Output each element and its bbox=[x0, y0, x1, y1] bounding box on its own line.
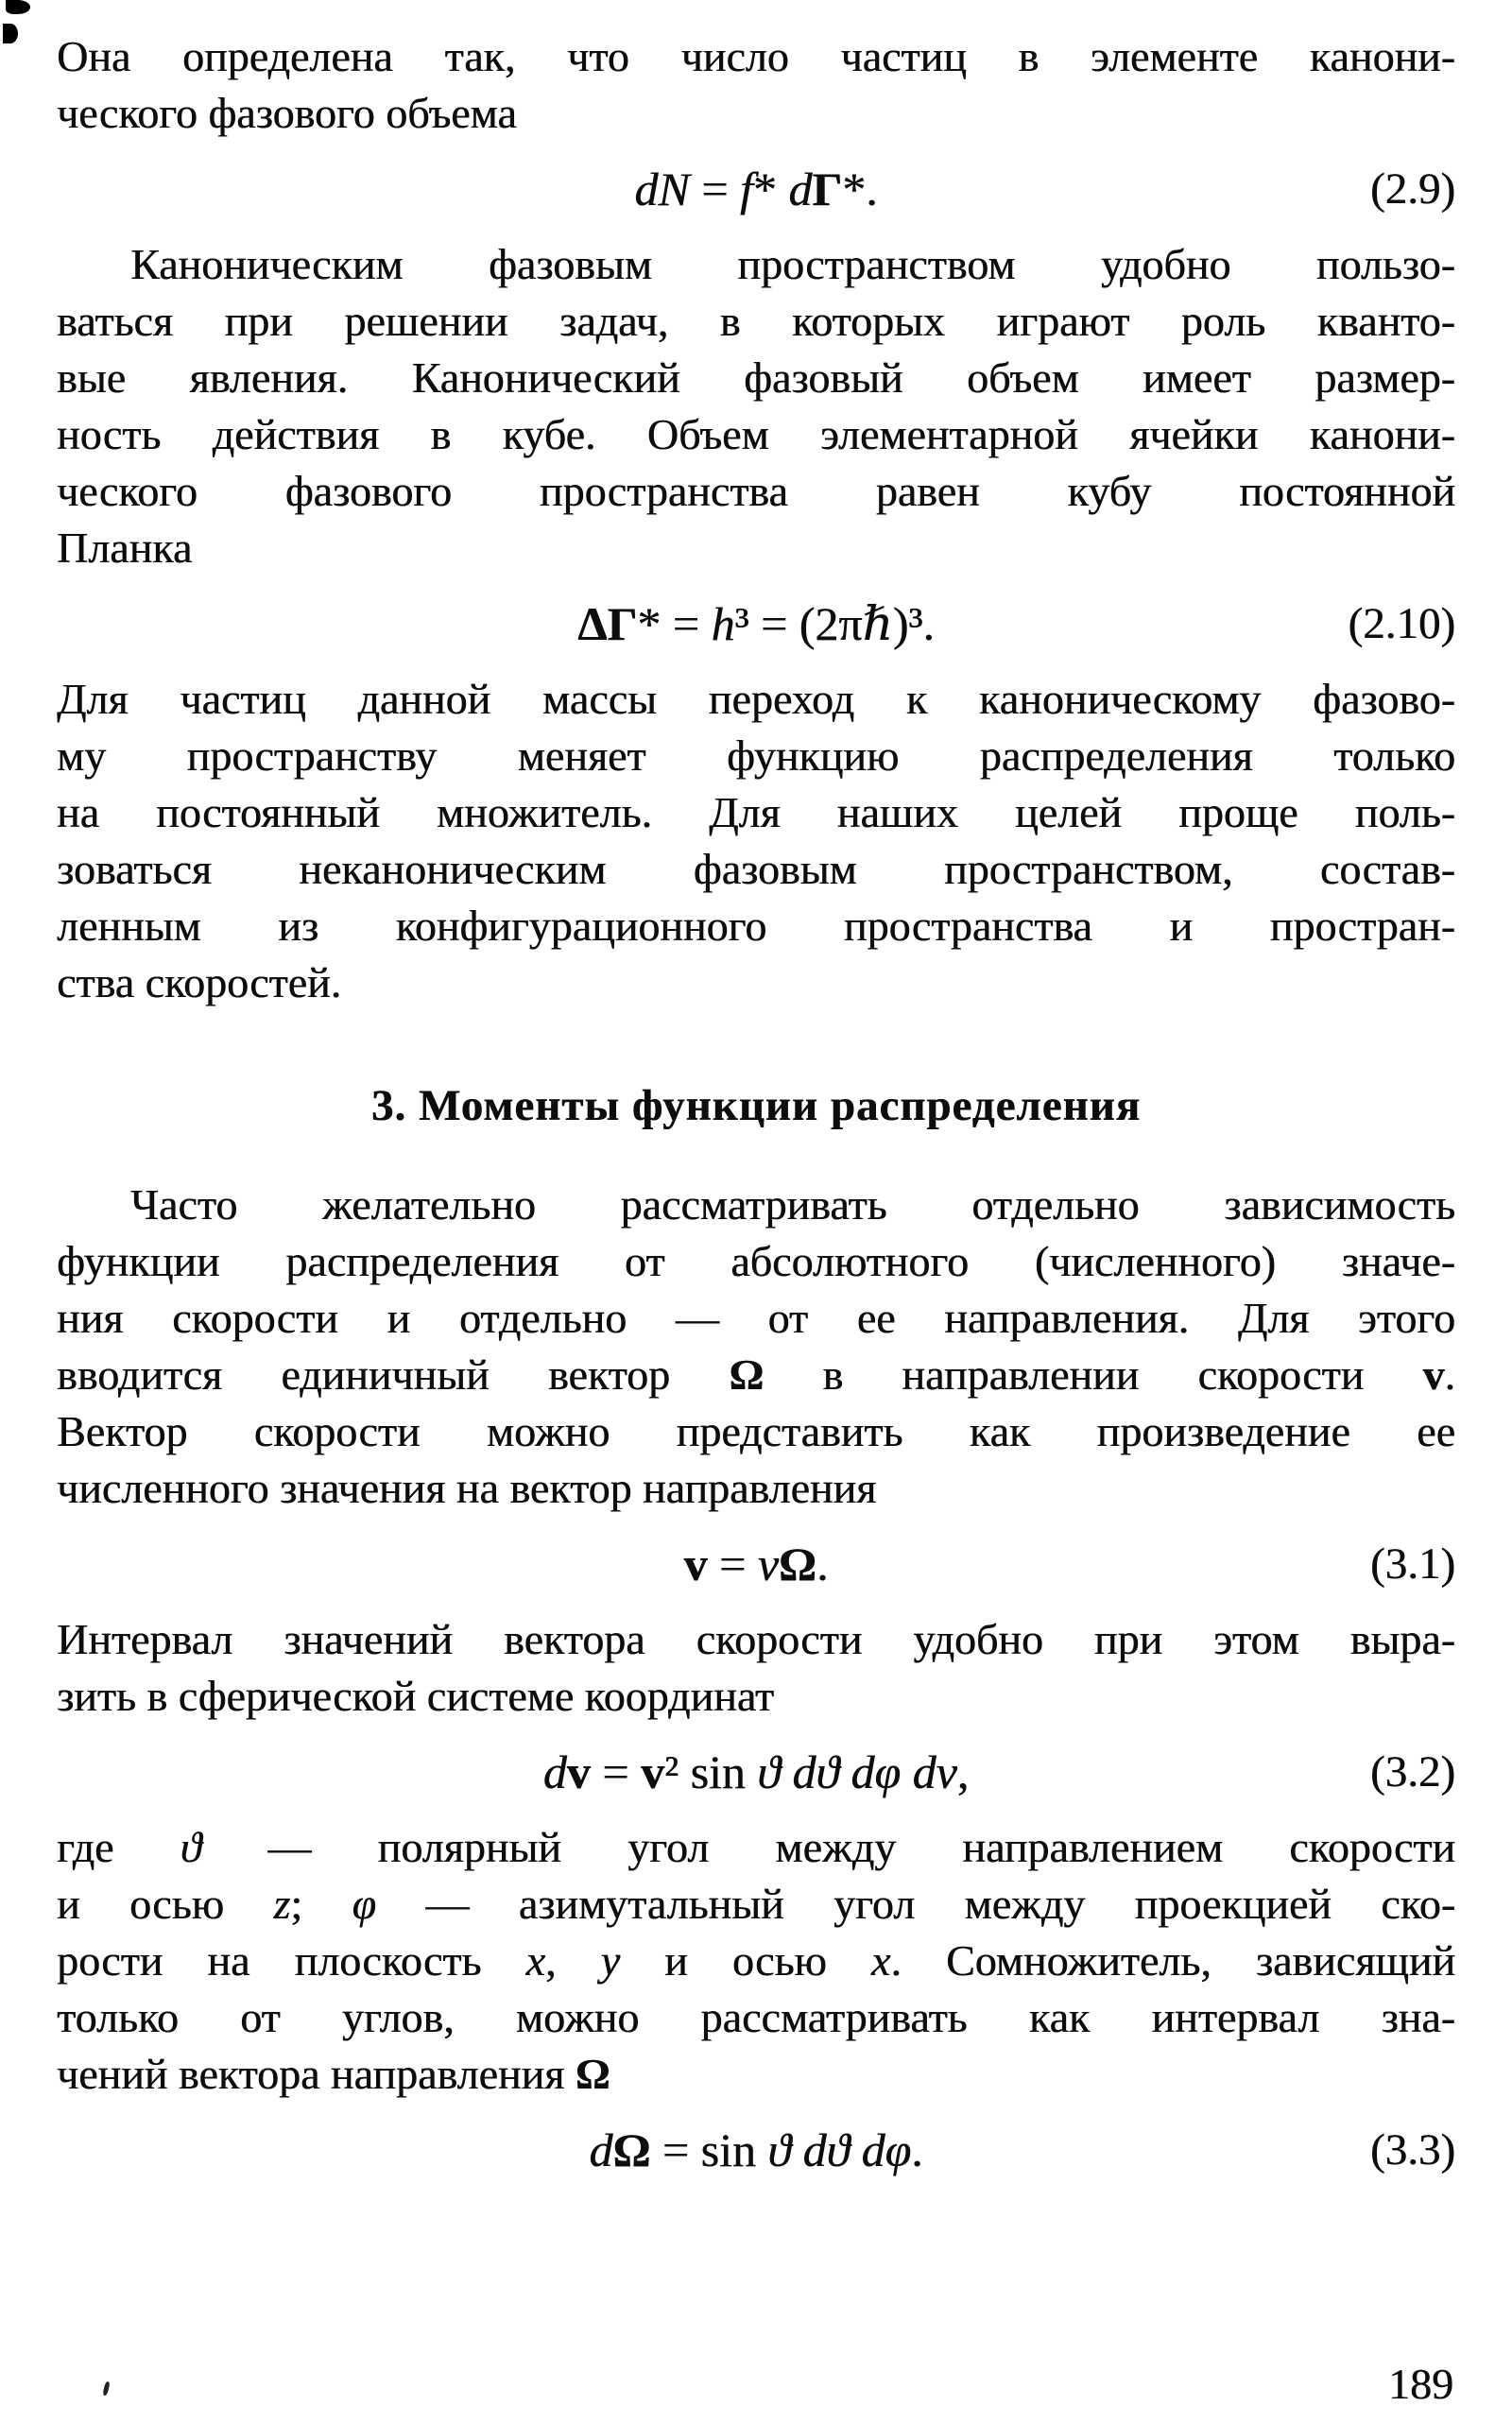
text-line: Каноническим фазовым пространством удобно пользо- bbox=[130, 240, 1455, 288]
equation-segment: . bbox=[911, 2123, 923, 2176]
equation-body bbox=[634, 162, 877, 216]
section-heading: 3. Моменты функции распределения bbox=[370, 1081, 1142, 1130]
text-line: вые явления. Канонический фазовый объем имеет размер- bbox=[57, 353, 1455, 402]
equation bbox=[57, 576, 1455, 671]
equation-segment: v bbox=[683, 1538, 708, 1590]
equation-segment: v bbox=[566, 1745, 591, 1798]
equation bbox=[57, 142, 1455, 236]
text-line: Интервал значений вектора скорости удобно при этом выра- bbox=[57, 1615, 1455, 1663]
text-line: зоваться неканоническим фазовым пространством, состав- bbox=[57, 845, 1455, 893]
equation-number: (3.3) bbox=[1369, 2125, 1455, 2175]
paragraph bbox=[57, 236, 1455, 576]
equation-segment: dϑ dφ dv bbox=[792, 1745, 957, 1798]
equation-segment: f bbox=[739, 163, 753, 215]
equation-segment: Ω bbox=[612, 2123, 651, 2176]
text-line: функции распределения от абсолютного (численного) значе- bbox=[57, 1237, 1455, 1285]
equation-segment: ΔΓ bbox=[577, 597, 638, 650]
text-line: ленным из конфигурационного пространства и простран- bbox=[57, 902, 1455, 950]
paragraph bbox=[57, 1611, 1455, 1725]
paragraph bbox=[57, 1177, 1455, 1517]
equation-segment: d bbox=[788, 163, 813, 215]
text-line: ческого фазового пространства равен кубу постоянной bbox=[57, 467, 1455, 515]
equation-segment: dN bbox=[634, 163, 690, 215]
equation-body bbox=[543, 1745, 969, 1799]
equation-number: (3.1) bbox=[1369, 1539, 1455, 1589]
equation-segment: ϑ bbox=[757, 1745, 793, 1798]
text-line: ность действия в кубе. Объем элементарной ячейки канони- bbox=[57, 410, 1455, 458]
scan-artifact bbox=[3, 24, 18, 43]
equation-segment: ℏ bbox=[862, 597, 893, 650]
equation-segment: d bbox=[542, 1745, 567, 1798]
text-line: вводится единичный вектор Ω в направлении скорости v. bbox=[57, 1350, 1455, 1399]
paragraph bbox=[57, 28, 1455, 142]
text-line: Планка bbox=[57, 524, 193, 572]
text-line: на постоянный множитель. Для наших целей проще поль- bbox=[57, 788, 1455, 836]
equation-segment: h bbox=[711, 597, 735, 650]
text-line: ства скоростей. bbox=[57, 958, 342, 1006]
text-line: зить в сферической системе координат bbox=[57, 1672, 775, 1720]
equation bbox=[57, 2103, 1455, 2197]
equation-segment: v bbox=[640, 1745, 664, 1798]
text-flow bbox=[57, 28, 1455, 2197]
equation-segment: ³ = (2π bbox=[734, 597, 863, 650]
paragraph bbox=[57, 1819, 1455, 2103]
text-line: му пространству меняет функцию распределения только bbox=[57, 731, 1455, 780]
text-line: ваться при решении задач, в которых играют роль кванто- bbox=[57, 297, 1455, 345]
equation bbox=[57, 1517, 1455, 1611]
equation-segment: *. bbox=[842, 163, 878, 215]
text-line: только от углов, можно рассматривать как интервал зна- bbox=[57, 1993, 1455, 2041]
equation-segment: Ω bbox=[778, 1538, 816, 1590]
text-line: где ϑ — полярный угол между направлением скорости bbox=[57, 1823, 1455, 1871]
text-line: ческого фазового объема bbox=[57, 89, 517, 137]
equation-segment: = bbox=[707, 1538, 758, 1590]
text-line: Часто желательно рассматривать отдельно зависимость bbox=[130, 1180, 1455, 1229]
equation-number: (3.2) bbox=[1369, 1747, 1455, 1797]
equation-segment: = bbox=[689, 163, 740, 215]
equation-segment: , bbox=[956, 1745, 970, 1798]
equation-segment: * = bbox=[637, 597, 712, 650]
scan-artifact bbox=[102, 2381, 110, 2397]
equation-body bbox=[589, 2123, 922, 2177]
equation-number: (2.10) bbox=[1348, 599, 1455, 648]
equation-segment: )³. bbox=[892, 597, 935, 650]
equation-segment: dϑ dφ bbox=[802, 2123, 912, 2176]
text-line: Для частиц данной массы переход к каноническому фазово- bbox=[57, 675, 1455, 723]
text-line: чений вектора направления Ω bbox=[57, 2050, 610, 2098]
equation-segment: ² sin bbox=[663, 1745, 758, 1798]
equation-body bbox=[684, 1537, 829, 1591]
text-line: Она определена так, что число частиц в элементе канони- bbox=[57, 32, 1455, 80]
text-line: и осью z; φ — азимутальный угол между проекцией ско- bbox=[57, 1880, 1456, 1928]
equation-segment: ϑ bbox=[767, 2123, 803, 2176]
equation-body bbox=[577, 596, 935, 651]
equation-segment: = bbox=[590, 1745, 641, 1798]
page-number: 189 bbox=[1388, 2360, 1453, 2408]
paragraph bbox=[57, 671, 1455, 1011]
text-line: рости на плоскость x, y и осью x. Сомножитель, зависящий bbox=[57, 1936, 1456, 1985]
equation-segment: = sin bbox=[650, 2123, 768, 2176]
equation-segment: d bbox=[589, 2123, 613, 2176]
text-line: ния скорости и отдельно — от ее направления. Для этого bbox=[57, 1294, 1455, 1342]
equation-segment: Γ bbox=[812, 163, 843, 215]
scan-artifact bbox=[6, 0, 30, 14]
equation-segment: * bbox=[752, 163, 789, 215]
text-line: Вектор скорости можно представить как произведение ее bbox=[57, 1407, 1455, 1455]
equation-number: (2.9) bbox=[1369, 164, 1455, 214]
equation bbox=[57, 1725, 1455, 1819]
equation-segment: . bbox=[816, 1538, 829, 1590]
text-line: численного значения на вектор направления bbox=[57, 1464, 877, 1512]
equation-segment: v bbox=[757, 1538, 779, 1590]
